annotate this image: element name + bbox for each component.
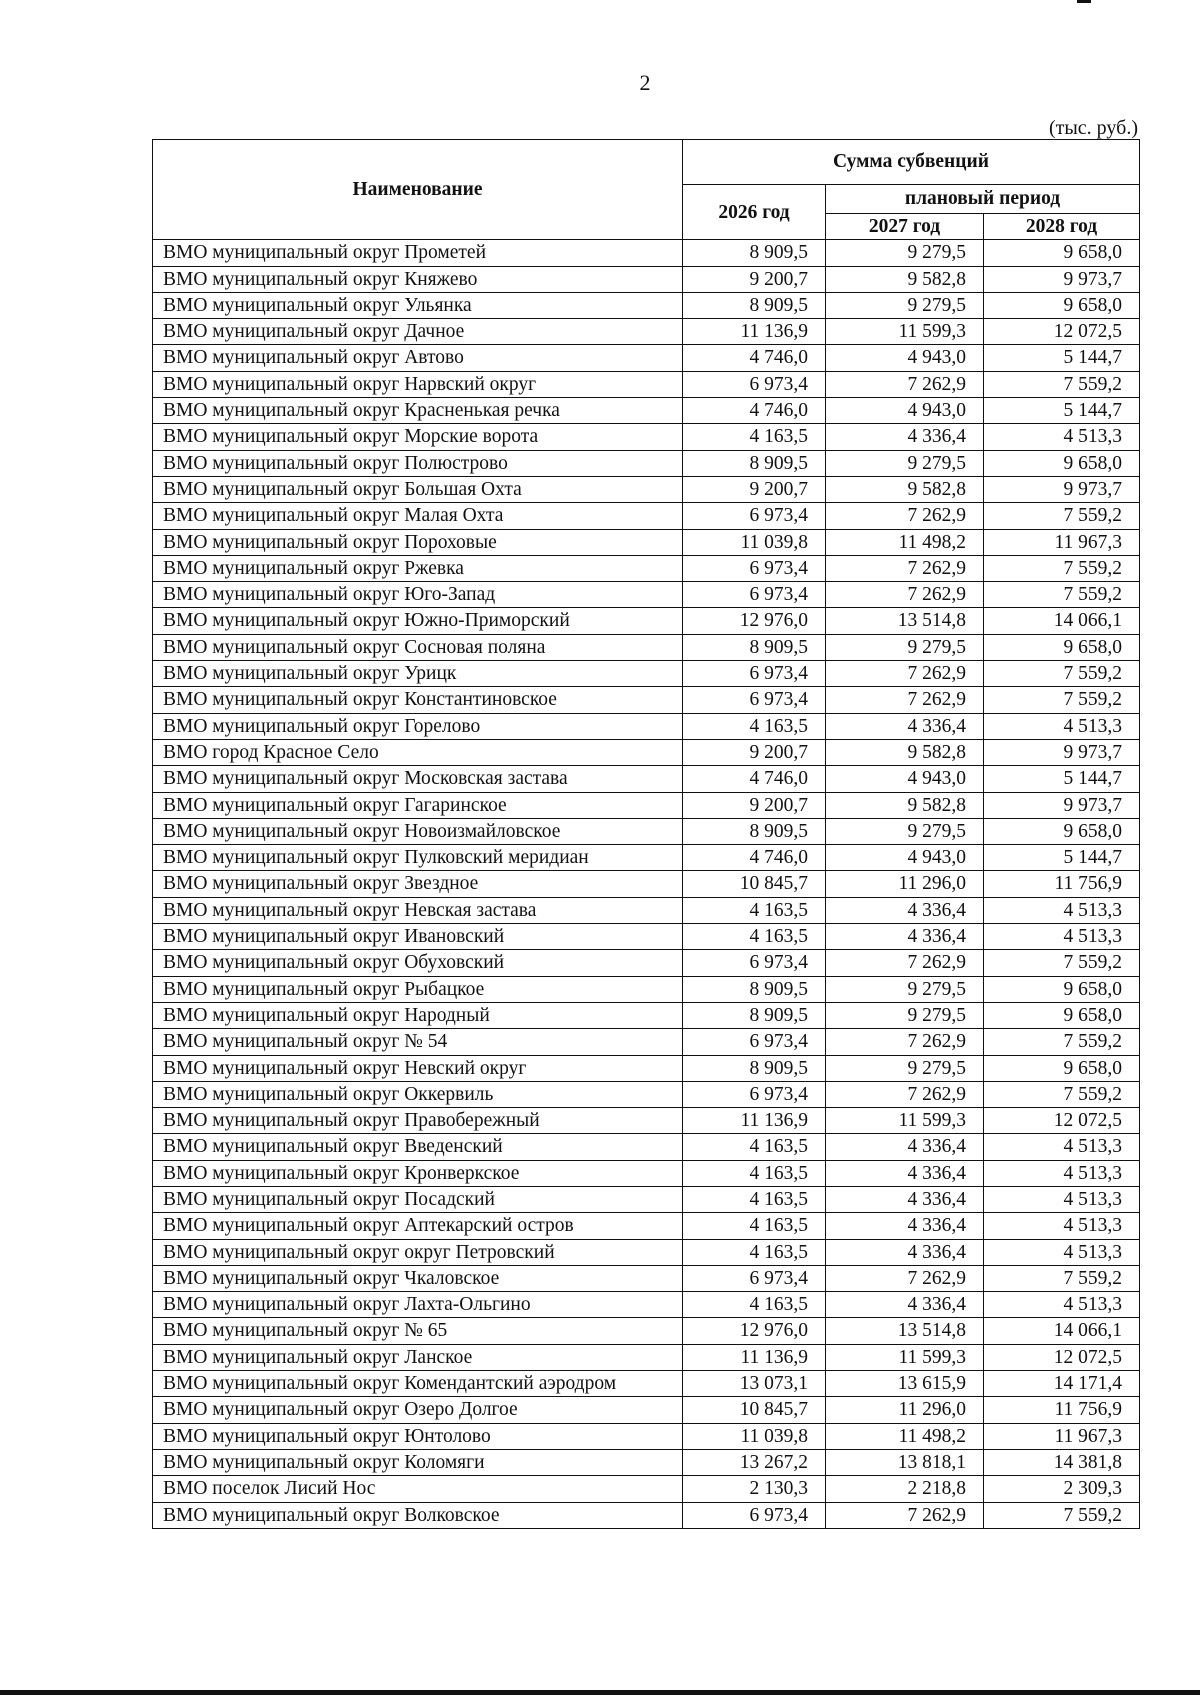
row-value-2027: 13 818,1 <box>826 1449 984 1475</box>
row-name: ВМО муниципальный округ № 54 <box>153 1029 683 1055</box>
row-value-2027: 7 262,9 <box>826 503 984 529</box>
row-value-2027: 4 336,4 <box>826 1186 984 1212</box>
row-value-2026: 6 973,4 <box>683 555 826 581</box>
row-value-2028: 7 559,2 <box>984 1265 1140 1291</box>
row-value-2028: 14 171,4 <box>984 1371 1140 1397</box>
table-row <box>153 634 1140 660</box>
row-name: ВМО муниципальный округ Прометей <box>153 240 683 266</box>
row-value-2027: 4 943,0 <box>826 345 984 371</box>
row-name: ВМО муниципальный округ Сосновая поляна <box>153 634 683 660</box>
row-value-2028: 7 559,2 <box>984 687 1140 713</box>
row-name: ВМО муниципальный округ Волковское <box>153 1502 683 1528</box>
row-value-2027: 4 336,4 <box>826 1134 984 1160</box>
row-value-2026: 4 163,5 <box>683 897 826 923</box>
table-row <box>153 1134 1140 1160</box>
row-value-2026: 6 973,4 <box>683 371 826 397</box>
table-row <box>153 503 1140 529</box>
row-value-2026: 6 973,4 <box>683 1081 826 1107</box>
row-value-2027: 7 262,9 <box>826 661 984 687</box>
bottom-rule <box>0 1690 1200 1695</box>
table-row <box>153 713 1140 739</box>
row-value-2028: 9 973,7 <box>984 476 1140 502</box>
row-value-2027: 9 279,5 <box>826 634 984 660</box>
row-name: ВМО муниципальный округ Комендантский аэродром <box>153 1371 683 1397</box>
row-name: ВМО муниципальный округ Ульянка <box>153 292 683 318</box>
row-value-2028: 7 559,2 <box>984 503 1140 529</box>
row-value-2028: 4 513,3 <box>984 1292 1140 1318</box>
row-name: ВМО муниципальный округ Княжево <box>153 266 683 292</box>
row-value-2027: 4 336,4 <box>826 424 984 450</box>
table-row <box>153 1502 1140 1528</box>
row-value-2027: 13 514,8 <box>826 1318 984 1344</box>
row-value-2027: 9 279,5 <box>826 1055 984 1081</box>
table-row <box>153 1002 1140 1028</box>
table-row <box>153 818 1140 844</box>
row-value-2026: 8 909,5 <box>683 450 826 476</box>
row-name: ВМО муниципальный округ Пороховые <box>153 529 683 555</box>
table-row <box>153 1292 1140 1318</box>
table-header <box>153 140 1140 240</box>
row-value-2027: 9 279,5 <box>826 1002 984 1028</box>
row-value-2028: 11 756,9 <box>984 871 1140 897</box>
row-value-2027: 13 514,8 <box>826 608 984 634</box>
row-name: ВМО муниципальный округ Горелово <box>153 713 683 739</box>
row-value-2028: 4 513,3 <box>984 924 1140 950</box>
row-value-2028: 4 513,3 <box>984 1160 1140 1186</box>
row-value-2028: 9 658,0 <box>984 292 1140 318</box>
header-plan-period: плановый период <box>826 185 1140 214</box>
row-value-2026: 8 909,5 <box>683 240 826 266</box>
row-value-2026: 11 136,9 <box>683 1344 826 1370</box>
row-value-2028: 5 144,7 <box>984 766 1140 792</box>
row-value-2026: 13 267,2 <box>683 1449 826 1475</box>
row-value-2028: 9 658,0 <box>984 976 1140 1002</box>
row-value-2028: 2 309,3 <box>984 1476 1140 1502</box>
row-value-2028: 7 559,2 <box>984 555 1140 581</box>
table-row <box>153 476 1140 502</box>
table-row <box>153 792 1140 818</box>
row-name: ВМО муниципальный округ Автово <box>153 345 683 371</box>
table-row <box>153 529 1140 555</box>
row-value-2028: 4 513,3 <box>984 424 1140 450</box>
table-row <box>153 1371 1140 1397</box>
row-name: ВМО муниципальный округ Юнтолово <box>153 1423 683 1449</box>
row-value-2027: 9 582,8 <box>826 739 984 765</box>
row-value-2028: 7 559,2 <box>984 1502 1140 1528</box>
row-value-2026: 8 909,5 <box>683 818 826 844</box>
row-value-2027: 7 262,9 <box>826 555 984 581</box>
row-value-2027: 4 336,4 <box>826 1160 984 1186</box>
row-name: ВМО муниципальный округ Кронверкское <box>153 1160 683 1186</box>
table-row <box>153 450 1140 476</box>
header-year-2027: 2027 год <box>826 214 984 240</box>
row-value-2026: 8 909,5 <box>683 976 826 1002</box>
row-name: ВМО муниципальный округ Красненькая речка <box>153 398 683 424</box>
row-value-2026: 12 976,0 <box>683 1318 826 1344</box>
header-sum: Сумма субвенций <box>683 140 1140 185</box>
row-value-2026: 11 039,8 <box>683 1423 826 1449</box>
row-value-2028: 5 144,7 <box>984 398 1140 424</box>
row-value-2027: 7 262,9 <box>826 371 984 397</box>
row-value-2027: 7 262,9 <box>826 582 984 608</box>
row-value-2028: 7 559,2 <box>984 371 1140 397</box>
table-body <box>153 240 1140 1529</box>
row-name: ВМО муниципальный округ № 65 <box>153 1318 683 1344</box>
row-value-2028: 14 066,1 <box>984 608 1140 634</box>
row-value-2027: 7 262,9 <box>826 687 984 713</box>
table-row <box>153 1265 1140 1291</box>
row-value-2028: 14 381,8 <box>984 1449 1140 1475</box>
row-name: ВМО муниципальный округ Урицк <box>153 661 683 687</box>
row-value-2026: 6 973,4 <box>683 1029 826 1055</box>
table-row <box>153 424 1140 450</box>
row-name: ВМО муниципальный округ округ Петровский <box>153 1239 683 1265</box>
row-value-2028: 4 513,3 <box>984 1186 1140 1212</box>
table-row <box>153 950 1140 976</box>
row-value-2026: 4 163,5 <box>683 1239 826 1265</box>
row-name: ВМО город Красное Село <box>153 739 683 765</box>
header-year-2028: 2028 год <box>984 214 1140 240</box>
row-value-2027: 9 279,5 <box>826 818 984 844</box>
table-row <box>153 582 1140 608</box>
row-value-2027: 11 296,0 <box>826 871 984 897</box>
table-row <box>153 240 1140 266</box>
row-value-2027: 2 218,8 <box>826 1476 984 1502</box>
table-row <box>153 608 1140 634</box>
row-value-2027: 9 279,5 <box>826 450 984 476</box>
row-value-2028: 9 973,7 <box>984 792 1140 818</box>
row-name: ВМО муниципальный округ Чкаловское <box>153 1265 683 1291</box>
row-value-2028: 9 973,7 <box>984 266 1140 292</box>
row-value-2026: 13 073,1 <box>683 1371 826 1397</box>
row-value-2027: 4 943,0 <box>826 845 984 871</box>
row-value-2026: 11 039,8 <box>683 529 826 555</box>
row-value-2027: 9 279,5 <box>826 240 984 266</box>
row-value-2028: 12 072,5 <box>984 1108 1140 1134</box>
row-value-2026: 12 976,0 <box>683 608 826 634</box>
row-value-2027: 7 262,9 <box>826 1265 984 1291</box>
row-value-2028: 4 513,3 <box>984 713 1140 739</box>
row-value-2027: 11 498,2 <box>826 529 984 555</box>
row-value-2026: 4 163,5 <box>683 1134 826 1160</box>
row-value-2028: 9 973,7 <box>984 739 1140 765</box>
row-value-2026: 6 973,4 <box>683 582 826 608</box>
row-name: ВМО муниципальный округ Нарвский округ <box>153 371 683 397</box>
table-row <box>153 661 1140 687</box>
row-name: ВМО муниципальный округ Ланское <box>153 1344 683 1370</box>
row-value-2026: 8 909,5 <box>683 634 826 660</box>
table-row <box>153 555 1140 581</box>
row-value-2026: 4 746,0 <box>683 845 826 871</box>
row-value-2026: 6 973,4 <box>683 661 826 687</box>
table-row <box>153 687 1140 713</box>
table-row <box>153 1186 1140 1212</box>
row-value-2027: 11 599,3 <box>826 319 984 345</box>
row-name: ВМО муниципальный округ Народный <box>153 1002 683 1028</box>
table-row <box>153 1108 1140 1134</box>
table-row <box>153 292 1140 318</box>
row-value-2028: 9 658,0 <box>984 634 1140 660</box>
row-value-2026: 11 136,9 <box>683 319 826 345</box>
row-name: ВМО муниципальный округ Посадский <box>153 1186 683 1212</box>
row-value-2028: 4 513,3 <box>984 897 1140 923</box>
row-name: ВМО поселок Лисий Нос <box>153 1476 683 1502</box>
row-value-2028: 5 144,7 <box>984 345 1140 371</box>
row-value-2027: 9 582,8 <box>826 792 984 818</box>
table-row <box>153 345 1140 371</box>
row-value-2026: 10 845,7 <box>683 1397 826 1423</box>
row-value-2026: 8 909,5 <box>683 292 826 318</box>
row-value-2026: 6 973,4 <box>683 503 826 529</box>
subventions-table <box>152 139 1140 1529</box>
row-value-2028: 11 967,3 <box>984 1423 1140 1449</box>
row-value-2027: 13 615,9 <box>826 1371 984 1397</box>
row-value-2026: 4 163,5 <box>683 1160 826 1186</box>
row-value-2028: 9 658,0 <box>984 240 1140 266</box>
table-row <box>153 1423 1140 1449</box>
row-name: ВМО муниципальный округ Невский округ <box>153 1055 683 1081</box>
row-value-2027: 9 582,8 <box>826 476 984 502</box>
row-value-2027: 11 599,3 <box>826 1108 984 1134</box>
row-name: ВМО муниципальный округ Ивановский <box>153 924 683 950</box>
table-row <box>153 1239 1140 1265</box>
row-value-2028: 5 144,7 <box>984 845 1140 871</box>
row-value-2027: 4 943,0 <box>826 766 984 792</box>
row-value-2026: 4 163,5 <box>683 424 826 450</box>
row-value-2028: 11 756,9 <box>984 1397 1140 1423</box>
row-value-2026: 8 909,5 <box>683 1055 826 1081</box>
row-name: ВМО муниципальный округ Оккервиль <box>153 1081 683 1107</box>
table-row <box>153 1055 1140 1081</box>
row-value-2028: 9 658,0 <box>984 450 1140 476</box>
table-row <box>153 1397 1140 1423</box>
row-value-2028: 12 072,5 <box>984 1344 1140 1370</box>
row-value-2028: 7 559,2 <box>984 661 1140 687</box>
row-name: ВМО муниципальный округ Озеро Долгое <box>153 1397 683 1423</box>
row-value-2027: 11 599,3 <box>826 1344 984 1370</box>
row-name: ВМО муниципальный округ Малая Охта <box>153 503 683 529</box>
row-value-2026: 10 845,7 <box>683 871 826 897</box>
row-value-2027: 9 582,8 <box>826 266 984 292</box>
row-name: ВМО муниципальный округ Введенский <box>153 1134 683 1160</box>
row-value-2026: 4 163,5 <box>683 1186 826 1212</box>
row-value-2027: 4 336,4 <box>826 1239 984 1265</box>
page-number: 2 <box>639 70 651 95</box>
row-value-2028: 9 658,0 <box>984 818 1140 844</box>
row-name: ВМО муниципальный округ Правобережный <box>153 1108 683 1134</box>
table-row <box>153 371 1140 397</box>
row-value-2028: 7 559,2 <box>984 582 1140 608</box>
table-row <box>153 1318 1140 1344</box>
row-value-2026: 6 973,4 <box>683 950 826 976</box>
row-value-2026: 9 200,7 <box>683 739 826 765</box>
row-value-2027: 4 336,4 <box>826 897 984 923</box>
row-value-2026: 4 163,5 <box>683 1213 826 1239</box>
row-name: ВМО муниципальный округ Константиновское <box>153 687 683 713</box>
row-value-2028: 11 967,3 <box>984 529 1140 555</box>
row-value-2028: 4 513,3 <box>984 1239 1140 1265</box>
row-value-2026: 4 746,0 <box>683 766 826 792</box>
table-row <box>153 924 1140 950</box>
table-row <box>153 1476 1140 1502</box>
row-name: ВМО муниципальный округ Морские ворота <box>153 424 683 450</box>
row-name: ВМО муниципальный округ Аптекарский остров <box>153 1213 683 1239</box>
row-value-2027: 7 262,9 <box>826 950 984 976</box>
row-name: ВМО муниципальный округ Пулковский меридиан <box>153 845 683 871</box>
row-value-2026: 2 130,3 <box>683 1476 826 1502</box>
row-name: ВМО муниципальный округ Ржевка <box>153 555 683 581</box>
row-value-2026: 9 200,7 <box>683 266 826 292</box>
row-value-2028: 4 513,3 <box>984 1213 1140 1239</box>
table-row <box>153 1081 1140 1107</box>
table-row <box>153 897 1140 923</box>
row-value-2028: 7 559,2 <box>984 1029 1140 1055</box>
row-value-2027: 9 279,5 <box>826 292 984 318</box>
row-value-2027: 4 336,4 <box>826 713 984 739</box>
row-value-2026: 4 163,5 <box>683 1292 826 1318</box>
row-name: ВМО муниципальный округ Лахта-Ольгино <box>153 1292 683 1318</box>
row-name: ВМО муниципальный округ Невская застава <box>153 897 683 923</box>
table-row <box>153 739 1140 765</box>
row-name: ВМО муниципальный округ Рыбацкое <box>153 976 683 1002</box>
row-name: ВМО муниципальный округ Юго-Запад <box>153 582 683 608</box>
row-value-2028: 4 513,3 <box>984 1134 1140 1160</box>
row-name: ВМО муниципальный округ Большая Охта <box>153 476 683 502</box>
table-row <box>153 1160 1140 1186</box>
row-value-2026: 6 973,4 <box>683 687 826 713</box>
table-row <box>153 1449 1140 1475</box>
row-name: ВМО муниципальный округ Гагаринское <box>153 792 683 818</box>
row-value-2028: 7 559,2 <box>984 950 1140 976</box>
row-name: ВМО муниципальный округ Дачное <box>153 319 683 345</box>
header-year-2026: 2026 год <box>683 185 826 240</box>
row-value-2026: 8 909,5 <box>683 1002 826 1028</box>
row-value-2026: 4 746,0 <box>683 345 826 371</box>
row-name: ВМО муниципальный округ Новоизмайловское <box>153 818 683 844</box>
row-value-2027: 4 336,4 <box>826 1213 984 1239</box>
row-value-2026: 6 973,4 <box>683 1265 826 1291</box>
row-value-2026: 9 200,7 <box>683 792 826 818</box>
row-value-2028: 7 559,2 <box>984 1081 1140 1107</box>
row-value-2027: 7 262,9 <box>826 1502 984 1528</box>
row-value-2027: 4 336,4 <box>826 924 984 950</box>
row-value-2028: 9 658,0 <box>984 1002 1140 1028</box>
table-row <box>153 976 1140 1002</box>
row-value-2027: 11 296,0 <box>826 1397 984 1423</box>
row-value-2027: 4 336,4 <box>826 1292 984 1318</box>
row-name: ВМО муниципальный округ Звездное <box>153 871 683 897</box>
table-row <box>153 266 1140 292</box>
table-row <box>153 398 1140 424</box>
table-row <box>153 845 1140 871</box>
table-row <box>153 1213 1140 1239</box>
table-row <box>153 1029 1140 1055</box>
table-row <box>153 766 1140 792</box>
corner-mark <box>1077 0 1091 3</box>
row-value-2027: 4 943,0 <box>826 398 984 424</box>
table-row <box>153 319 1140 345</box>
header-name: Наименование <box>153 140 683 240</box>
row-value-2026: 4 163,5 <box>683 713 826 739</box>
row-name: ВМО муниципальный округ Южно-Приморский <box>153 608 683 634</box>
row-value-2028: 14 066,1 <box>984 1318 1140 1344</box>
row-value-2027: 9 279,5 <box>826 976 984 1002</box>
row-name: ВМО муниципальный округ Обуховский <box>153 950 683 976</box>
row-value-2026: 11 136,9 <box>683 1108 826 1134</box>
row-name: ВМО муниципальный округ Коломяги <box>153 1449 683 1475</box>
row-name: ВМО муниципальный округ Московская застава <box>153 766 683 792</box>
row-value-2027: 11 498,2 <box>826 1423 984 1449</box>
row-value-2028: 12 072,5 <box>984 319 1140 345</box>
row-value-2026: 9 200,7 <box>683 476 826 502</box>
row-value-2026: 6 973,4 <box>683 1502 826 1528</box>
row-value-2028: 9 658,0 <box>984 1055 1140 1081</box>
row-value-2027: 7 262,9 <box>826 1081 984 1107</box>
table-row <box>153 871 1140 897</box>
row-value-2026: 4 163,5 <box>683 924 826 950</box>
table-row <box>153 1344 1140 1370</box>
row-value-2026: 4 746,0 <box>683 398 826 424</box>
row-name: ВМО муниципальный округ Полюстрово <box>153 450 683 476</box>
row-value-2027: 7 262,9 <box>826 1029 984 1055</box>
units-label: (тыс. руб.) <box>1048 117 1138 139</box>
